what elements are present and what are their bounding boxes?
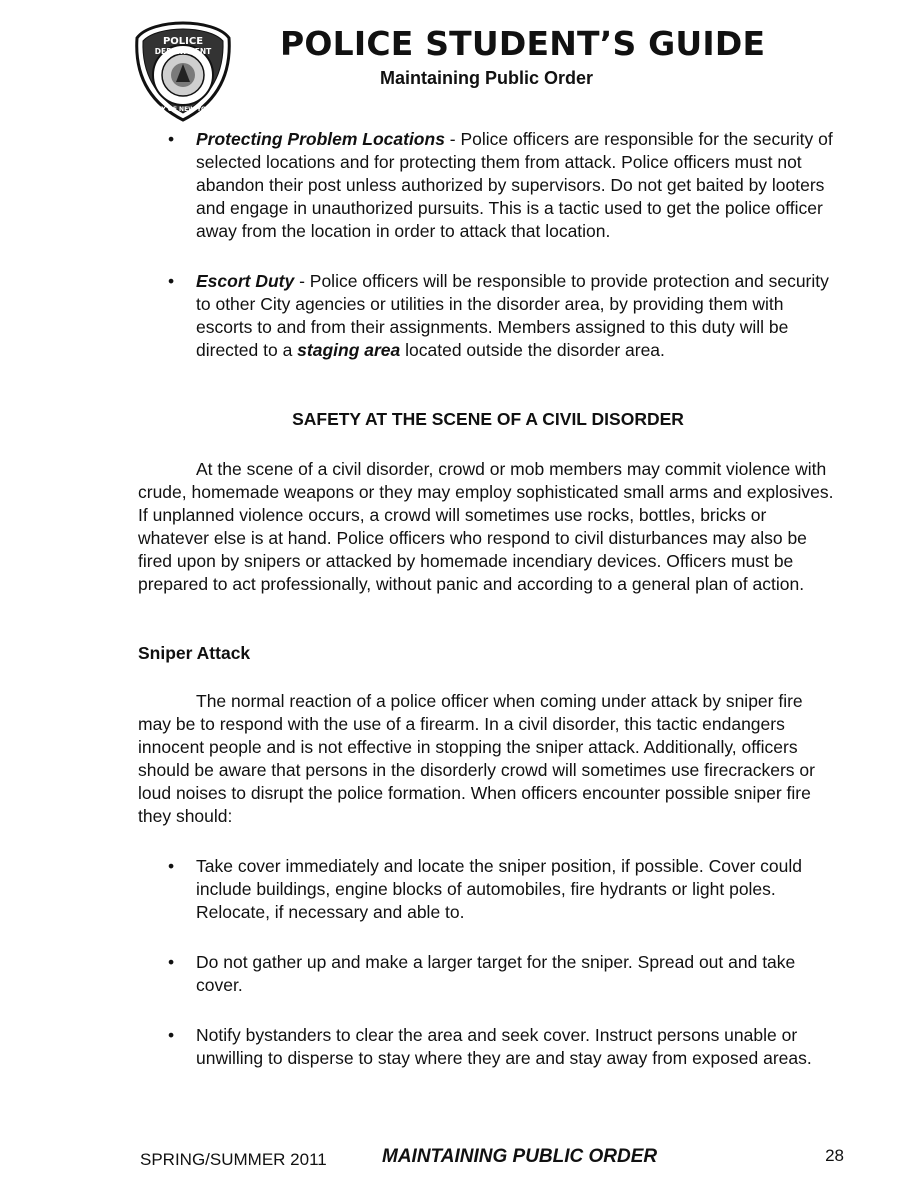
bullet-term: Escort Duty bbox=[196, 271, 295, 291]
list-item bbox=[138, 128, 838, 243]
bullet-marker: • bbox=[168, 1025, 175, 1045]
page-footer bbox=[140, 1146, 844, 1170]
bullet-marker: • bbox=[168, 129, 175, 149]
bullet-text: Do not gather up and make a larger target for the sniper. Spread out and take cover. bbox=[196, 952, 796, 995]
list-item bbox=[138, 855, 838, 924]
bullet-text: located outside the disorder area. bbox=[400, 340, 665, 360]
section-heading: SAFETY AT THE SCENE OF A CIVIL DISORDER bbox=[292, 409, 684, 429]
subsection-heading: Sniper Attack bbox=[138, 643, 251, 663]
badge-top-text: POLICE bbox=[162, 36, 204, 47]
bullet-text: Notify bystanders to clear the area and seek cover. Instruct persons unable or unwilling to disperse to stay where they are and stay away from exposed areas. bbox=[196, 1025, 812, 1068]
police-badge-icon bbox=[132, 20, 234, 122]
badge-city-text: CITY OF NEW YORK bbox=[150, 106, 216, 113]
bullet-marker: • bbox=[168, 952, 175, 972]
page-title: POLICE STUDENT’S GUIDE bbox=[280, 24, 766, 63]
bullet-text: - Police officers are responsible for the security of selected locations and for protecting them from attack. Police officers must not abandon their post unless authorized by supervisors. Do not get baited by looters and engage in unauthorized pursuits. This is a tactic used to get the police officer away from the location in order to attack that location. bbox=[196, 129, 833, 241]
sniper-paragraph: The normal reaction of a police officer when coming under attack by sniper fire may be to respond with the use of a firearm. In a civil disorder, this tactic endangers innocent people and is not effective in stopping the sniper attack. Additionally, officers should be aware that persons in the disorderly crowd will sometimes use firecrackers or loud noises to disrupt the police formation. When officers encounter possible sniper fire they should: bbox=[138, 691, 815, 826]
section-paragraph: At the scene of a civil disorder, crowd or mob members may commit violence with crude, homemade weapons or they may employ sophisticated small arms and explosives. If unplanned violence occurs, a crowd will sometimes use rocks, bottles, bricks or whatever else is at hand. Police officers who respond to civil disturbances may also be fired upon by snipers or attacked by homemade incendiary devices. Officers must be prepared to act professionally, without panic and according to a general plan of action. bbox=[138, 459, 834, 594]
main-content bbox=[138, 128, 838, 1070]
page-number: 28 bbox=[825, 1146, 844, 1165]
bullet-marker: • bbox=[168, 271, 175, 291]
bullet-marker: • bbox=[168, 856, 175, 876]
bullet-text: - Police officers will be responsible to provide protection and security to other City agencies or utilities in the disorder area, by providing them with escorts to and from their assignments. Members assigned to this duty will be directed to a bbox=[196, 271, 829, 360]
emphasis-text: staging area bbox=[297, 340, 401, 360]
list-item bbox=[138, 270, 838, 362]
list-item bbox=[138, 951, 838, 997]
list-item bbox=[138, 1024, 838, 1070]
badge-dept-text: DEPARTMENT bbox=[154, 47, 212, 56]
bullet-text: Take cover immediately and locate the sniper position, if possible. Cover could include buildings, engine blocks of automobiles, fire hydrants or light poles. Relocate, if necessary and able to. bbox=[196, 856, 803, 922]
page-subtitle: Maintaining Public Order bbox=[380, 68, 594, 88]
bullet-term: Protecting Problem Locations bbox=[196, 129, 445, 149]
footer-edition: SPRING/SUMMER 2011 bbox=[140, 1150, 327, 1169]
footer-section-title: MAINTAINING PUBLIC ORDER bbox=[382, 1146, 658, 1167]
